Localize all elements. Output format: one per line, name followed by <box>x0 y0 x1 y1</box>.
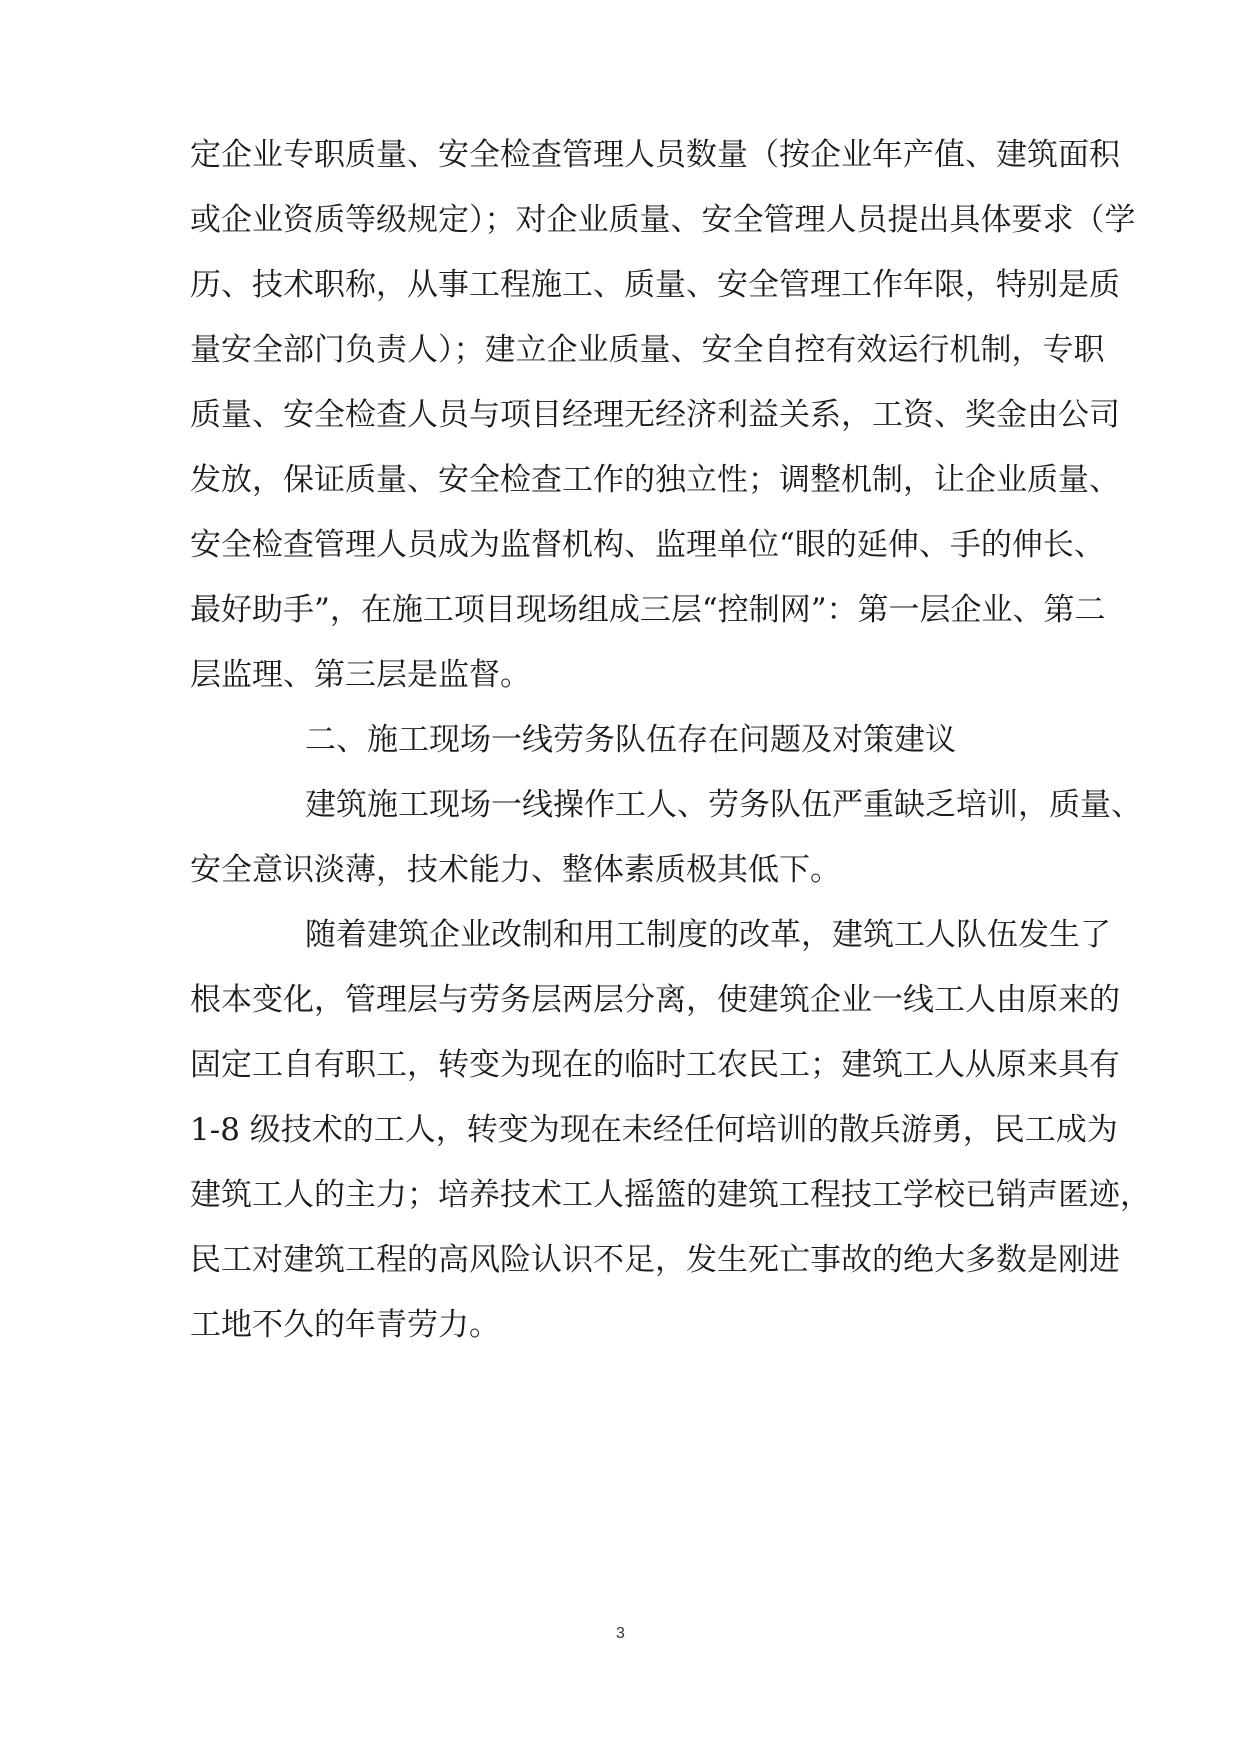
text-line: 量安全部门负责人）；建立企业质量、安全自控有效运行机制，专职 <box>190 332 1105 368</box>
text-line: 固定工自有职工，转变为现在的临时工农民工；建筑工人从原来具有 <box>190 1047 1120 1083</box>
text-line: 1-8 级技术的工人，转变为现在未经任何培训的散兵游勇，民工成为 <box>190 1112 1118 1148</box>
text-line: 建筑施工现场一线操作工人、劳务队伍严重缺乏培训，质量、 <box>305 787 1142 823</box>
text-line: 工地不久的年青劳力。 <box>190 1307 500 1343</box>
text-line: 建筑工人的主力；培养技术工人摇篮的建筑工程技工学校已销声匿迹， <box>190 1177 1151 1213</box>
text-line: 安全检查管理人员成为监督机构、监理单位“眼的延伸、手的伸长、 <box>190 527 1105 563</box>
text-line: 最好助手”，在施工项目现场组成三层“控制网”：第一层企业、第二 <box>190 592 1106 628</box>
text-line: 质量、安全检查人员与项目经理无经济利益关系，工资、奖金由公司 <box>190 397 1120 433</box>
text-line: 或企业资质等级规定）；对企业质量、安全管理人员提出具体要求（学 <box>190 202 1136 238</box>
text-line: 层监理、第三层是监督。 <box>190 657 531 693</box>
text-line: 根本变化，管理层与劳务层两层分离，使建筑企业一线工人由原来的 <box>190 982 1120 1018</box>
page-number: 3 <box>616 1625 625 1642</box>
text-line: 历、技术职称，从事工程施工、质量、安全管理工作年限，特别是质 <box>190 267 1120 303</box>
text-line: 定企业专职质量、安全检查管理人员数量（按企业年产值、建筑面积 <box>190 137 1120 173</box>
text-line: 民工对建筑工程的高风险认识不足，发生死亡事故的绝大多数是刚进 <box>190 1242 1120 1278</box>
text-line: 发放，保证质量、安全检查工作的独立性；调整机制，让企业质量、 <box>190 462 1120 498</box>
section-heading: 二、施工现场一线劳务队伍存在问题及对策建议 <box>305 722 956 758</box>
text-line: 随着建筑企业改制和用工制度的改革，建筑工人队伍发生了 <box>305 917 1111 953</box>
text-line: 安全意识淡薄，技术能力、整体素质极其低下。 <box>190 852 841 888</box>
